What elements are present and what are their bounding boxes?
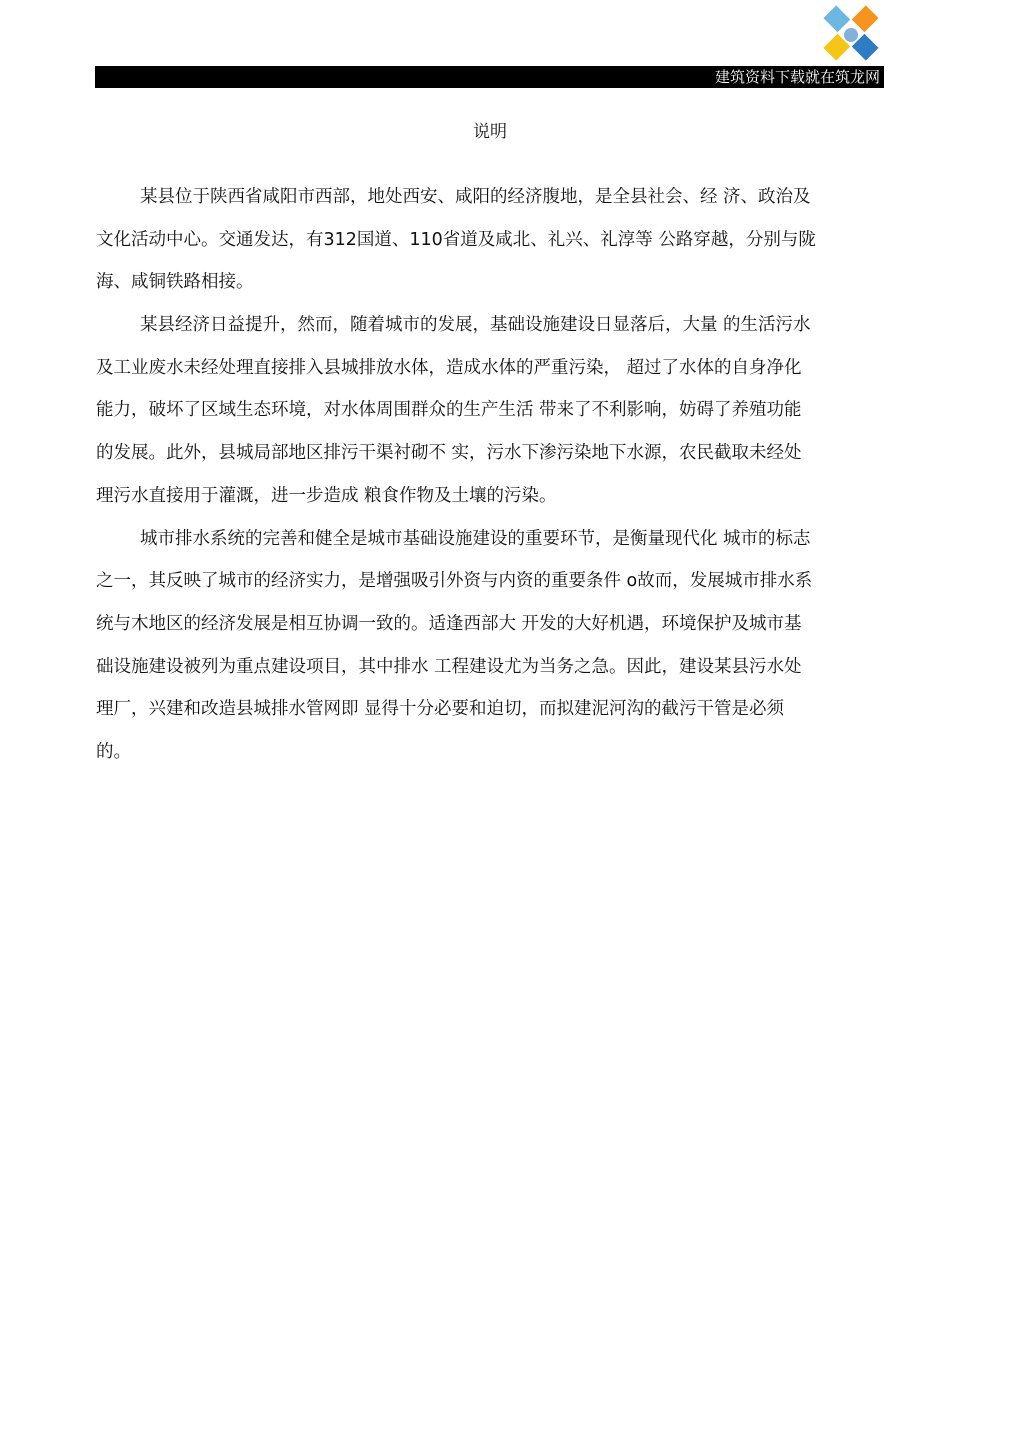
text-line: 的。 (96, 741, 131, 762)
text-line: 能力，破坏了区域生态环境，对水体周围群众的生产生活 带来了不利影响，妨碍了养殖功能 (96, 400, 802, 421)
text-line: 文化活动中心。交通发达，有312国道、110省道及咸北、礼兴、礼淳等 公路穿越，分别与陇 (96, 229, 816, 250)
text-line: 某县经济日益提升，然而，随着城市的发展，基础设施建设日显落后，大量 的生活污水 (140, 315, 811, 336)
text-line: 理污水直接用于灌溉，进一步造成 粮食作物及土壤的污染。 (96, 485, 557, 506)
header-banner-text[interactable]: 建筑资料下载就在筑龙网 (714, 68, 880, 86)
text-line: 城市排水系统的完善和健全是城市基础设施建设的重要环节，是衡量现代化 城市的标志 (140, 528, 811, 549)
document-title: 说明 (473, 122, 507, 142)
paragraph-3 (96, 518, 886, 774)
text-line: 理厂，兴建和改造县城排水管网即 显得十分必要和迫切，而拟建泥河沟的截污干管是必须 (96, 699, 785, 720)
text-line: 及工业废水未经处理直接排入县城排放水体，造成水体的严重污染， 超过了水体的自身净化 (96, 357, 802, 378)
paragraph-2 (96, 304, 886, 517)
text-line: 之一，其反映了城市的经济实力，是增强吸引外资与内资的重要条件 o故而，发展城市排水系 (96, 571, 813, 592)
text-line: 的发展。此外，县城局部地区排污干渠衬砌不 实，污水下渗污染地下水源，农民截取未经处 (96, 443, 802, 464)
text-line: 础设施建设被列为重点建设项目，其中排水 工程建设尤为当务之急。因此，建设某县污水处 (96, 656, 802, 677)
zhulong-logo (818, 0, 884, 66)
text-line: 统与木地区的经济发展是相互协调一致的。适逢西部大 开发的大好机遇，环境保护及城市基 (96, 613, 802, 634)
text-line: 某县位于陕西省咸阳市西部，地处西安、咸阳的经济腹地，是全县社会、经 济、政治及 (140, 187, 811, 207)
logo-mark-icon (818, 0, 884, 66)
header-banner (95, 66, 884, 88)
paragraph-1 (96, 176, 886, 304)
text-line: 海、咸铜铁路相接。 (96, 272, 254, 293)
document-body (96, 176, 886, 774)
